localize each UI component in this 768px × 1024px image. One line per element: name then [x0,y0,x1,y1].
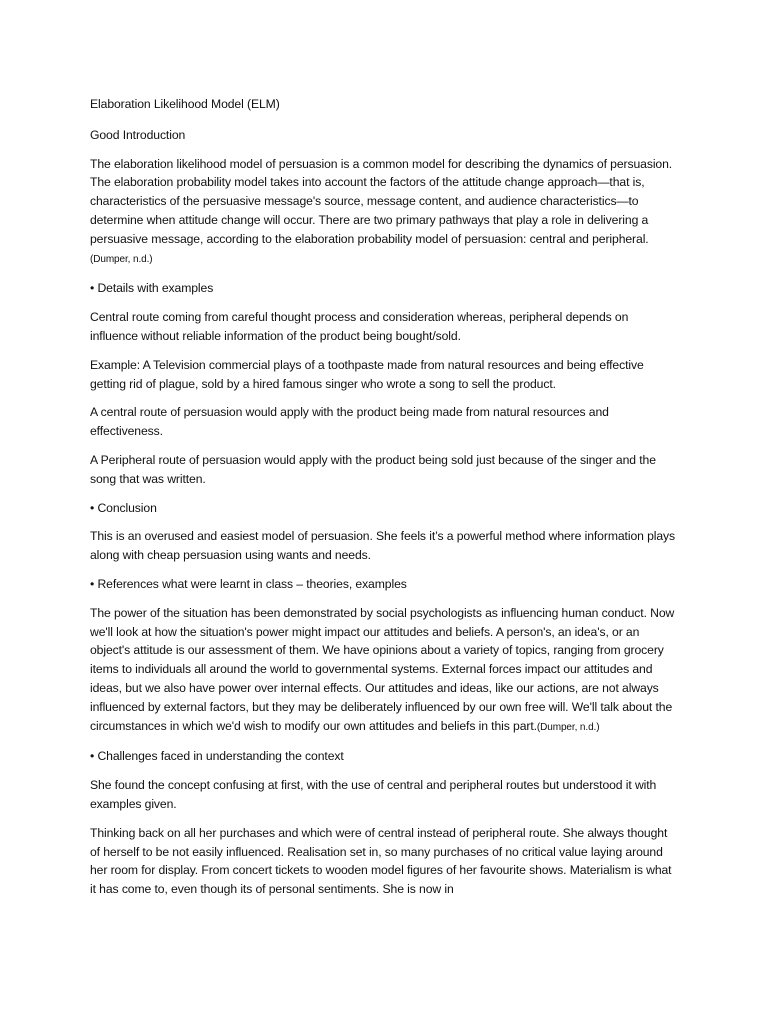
references-heading: • References what were learnt in class – theories, examples [90,576,407,591]
intro-body: The elaboration likelihood model of persuasion is a common model for describing the dynamics of persuasion. The elaboration probability model takes into account the factors of the attitude change approach—that is, characteristics of the persuasive message's source, message content, and audience characteristics—to determine when attitude change will occur. There are two primary pathways that play a role in delivering a persuasive message, according to the elaboration probability model of persuasion: central and peripheral. [90,156,673,246]
details-paragraph-1: Central route coming from careful thought process and consideration whereas, peripheral depends on influence without reliable information of the product being bought/sold. [90,310,629,343]
conclusion-heading: • Conclusion [90,500,157,515]
details-heading: • Details with examples [90,281,214,296]
intro-heading: Good Introduction [90,127,186,142]
details-paragraph-4: A Peripheral route of persuasion would apply with the product being sold just because of the singer and the song that was written. [90,452,656,486]
references-body: The power of the situation has been demonstrated by social psychologists as influencing human conduct. Now we'll look at how the situation's power might impact our attitudes and beliefs. A person's, an idea's, or an object's attitude is our assessment of them. We have opinions about a variety of topics, ranging from grocery items to individuals all around the world to governmental systems. External forces impact our attitudes and ideas, but we also have power over internal effects. Our attitudes and ideas, like our actions, are not always influenced by external factors, but they may be deliberately influenced by our own free will. We'll talk about the circumstances in which we'd wish to modify our own attitudes and beliefs in this part. [90,605,675,733]
challenges-paragraph-1: She found the concept confusing at first, with the use of central and peripheral routes but understood it with examples given. [90,778,657,811]
challenges-paragraph-2: Thinking back on all her purchases and which were of central instead of peripheral route. She always thought of herself to be not easily influenced. Realisation set in, so many purchases of no critical value laying around her room for display. From concert tickets to wooden model figures of her favourite shows. Materialism is what it has come to, even though its of personal sentiments. She is now in [90,825,672,897]
references-citation: (Dumper, n.d.) [536,721,600,733]
intro-citation: (Dumper, n.d.) [90,253,153,265]
details-paragraph-2: Example: A Television commercial plays of a toothpaste made from natural resources and being effective getting rid of plague, sold by a hired famous singer who wrote a song to sell the product. [90,357,644,391]
details-paragraph-3: A central route of persuasion would apply with the product being made from natural resources and effectiveness. [90,405,609,439]
document-title: Elaboration Likelihood Model (ELM) [90,97,280,111]
intro-paragraph [90,155,678,270]
references-paragraph [90,604,678,738]
challenges-heading: • Challenges faced in understanding the context [90,749,344,764]
conclusion-paragraph: This is an overused and easiest model of persuasion. She feels it’s a powerful method where information plays along with cheap persuasion using wants and needs. [90,529,676,563]
